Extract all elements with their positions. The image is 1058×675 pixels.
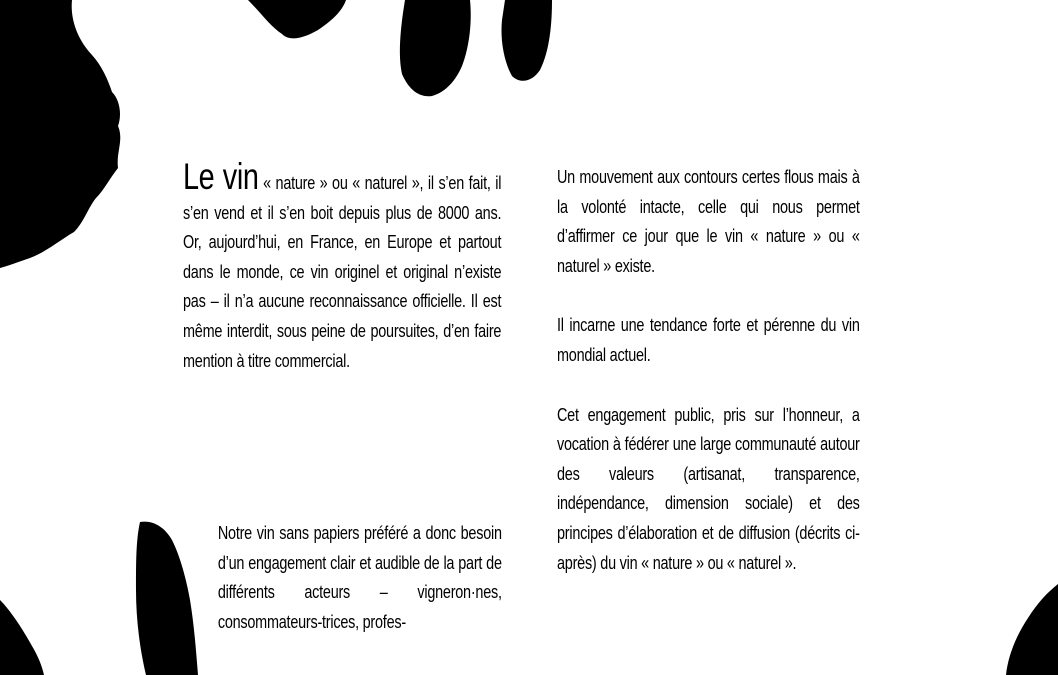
ink-blob-bottom-left	[0, 600, 44, 675]
ink-blob-top-left	[0, 0, 120, 268]
text-wrap-shape	[196, 518, 218, 675]
intro-paragraph-text: « nature » ou « naturel », il s’en fait, il s’en vend et il s’en boit depuis plus de 8000 ans. Or, aujourd’hui, en France, en Europe et partout dans le monde, ce vin originel et original n’existe pas – il n’a aucune reconnaissance officielle. Il est même interdit, sous peine de poursuites, d’en faire mention à titre commercial.	[183, 172, 502, 371]
paragraph-spacer	[557, 370, 860, 400]
ink-blob-top-right	[501, 0, 552, 81]
indented-paragraph-text: Notre vin sans papiers préféré a donc besoin d’un engagement clair et audible de la part de différents acteurs – vigneron·nes, consommateurs-trices, profes-	[217, 522, 502, 632]
dropcap-heading: Le vin	[183, 156, 259, 197]
right-paragraph-3: Cet engagement public, pris sur l’honneur, a vocation à fédérer une large communauté autour des valeurs (artisanat, transparence, indépendance, dimension sociale) et des principes d’élaboration et de diffusion (décrits ci-après) du vin « nature » ou « naturel ».	[557, 403, 860, 573]
ink-blob-top-center	[400, 0, 471, 96]
left-column	[183, 156, 502, 375]
ink-blob-bottom-center	[136, 522, 198, 675]
right-paragraph-2: Il incarne une tendance forte et pérenne du vin mondial actuel.	[557, 314, 860, 365]
right-paragraph-1: Un mouvement aux contours certes flous mais à la volonté intacte, celle qui nous permet d’affirmer ce jour que le vin « nature » ou « naturel » existe.	[557, 166, 860, 276]
right-column	[557, 162, 860, 577]
paragraph-spacer	[557, 280, 860, 310]
ink-blob-bottom-right	[1006, 584, 1058, 675]
indented-paragraph	[196, 518, 502, 675]
intro-paragraph	[183, 156, 502, 375]
ink-blob-top-center-left	[248, 0, 346, 38]
